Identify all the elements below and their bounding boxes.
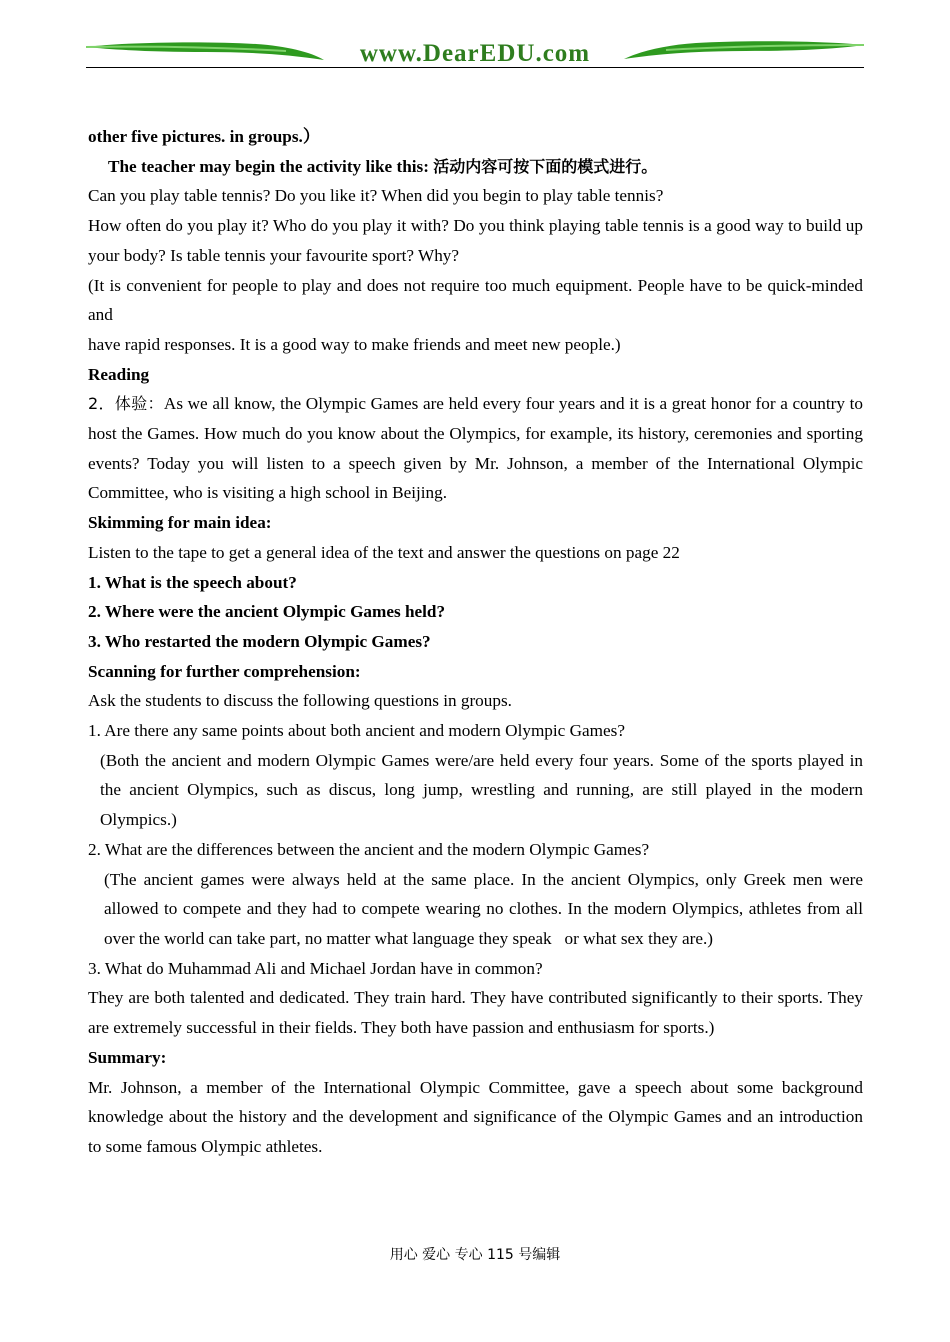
skimming-question-2: 2. Where were the ancient Olympic Games held? bbox=[88, 602, 446, 622]
teacher-activity-lead: The teacher may begin the activity like this: bbox=[108, 156, 434, 176]
question-line-2: How often do you play it? Who do you play it with? Do you think playing table tennis is a good way to build up your body? Is table tennis your favourite sport? Why? bbox=[88, 216, 863, 265]
heading-reading: Reading bbox=[88, 364, 150, 384]
site-logo-text: www.DearEDU.com bbox=[359, 40, 591, 67]
question-line-1: Can you play table tennis? Do you like it? When did you begin to play table tennis? bbox=[88, 186, 664, 206]
reading-intro-text: As we all know, the Olympic Games are held every four years and it is a great honor for a country to host the Games. How much do you know about the Olympics, for example, its history, ceremonies and sporting events? Today you will listen to a speech given by Mr. Johnson, a member of the International Olympic Committee, who is visiting a high school in Beijing. bbox=[88, 394, 864, 503]
answer-paragraph-1: (It is convenient for people to play and does not require too much equipment. People have to be quick-minded and bbox=[88, 275, 863, 325]
heading-skimming: Skimming for main idea: bbox=[88, 513, 272, 533]
page-footer: 用心 爱心 专心 115 号编辑 bbox=[389, 1247, 561, 1263]
skimming-question-3: 3. Who restarted the modern Olympic Games? bbox=[88, 631, 431, 651]
answer-paragraph-2: have rapid responses. It is a good way to make friends and meet new people.) bbox=[88, 334, 621, 354]
scanning-answer-1: (Both the ancient and modern Olympic Games were/are held every four years. Some of the sports played in the ancient Olympics, such as discus, long jump, wrestling and running, are still played in the modern Olympics.) bbox=[100, 750, 863, 830]
scanning-question-1: 1. Are there any same points about both ancient and modern Olympic Games? bbox=[88, 721, 625, 741]
scanning-answer-3: They are both talented and dedicated. They train hard. They have contributed significantly to their sports. They are extremely successful in their fields. They both have passion and enthusiasm for sports.) bbox=[88, 988, 863, 1038]
scanning-question-2: 2. What are the differences between the ancient and the modern Olympic Games? bbox=[88, 839, 650, 859]
reading-intro-number: 2．体验： bbox=[88, 394, 164, 414]
scanning-question-3: 3. What do Muhammad Ali and Michael Jordan have in common? bbox=[88, 958, 543, 978]
paragraph-intro-end: other five pictures. in groups.） bbox=[88, 127, 321, 146]
document-body bbox=[88, 122, 863, 1162]
scanning-instruction: Ask the students to discuss the following questions in groups. bbox=[88, 691, 512, 711]
reading-intro-paragraph bbox=[88, 389, 863, 508]
summary-paragraph: Mr. Johnson, a member of the International Olympic Committee, gave a speech about some background knowledge about the history and the development and significance of the Olympic Games and an introduction to some famous Olympic athletes. bbox=[88, 1077, 863, 1156]
heading-scanning: Scanning for further comprehension: bbox=[88, 661, 361, 681]
heading-summary: Summary: bbox=[88, 1047, 167, 1067]
header-divider bbox=[86, 67, 864, 68]
scanning-answer-2: (The ancient games were always held at the same place. In the ancient Olympics, only Greek men were allowed to compete and they had to compete wearing no clothes. In the modern Olympics, athletes from all over the world can take part, no matter what language they speak or what sex they are.) bbox=[104, 869, 863, 948]
skimming-question-1: 1. What is the speech about? bbox=[88, 572, 297, 592]
teacher-activity-line bbox=[88, 152, 863, 182]
skimming-instruction: Listen to the tape to get a general idea of the text and answer the questions on page 22 bbox=[88, 542, 680, 562]
teacher-activity-chinese: 活动内容可按下面的模式进行。 bbox=[433, 156, 658, 176]
